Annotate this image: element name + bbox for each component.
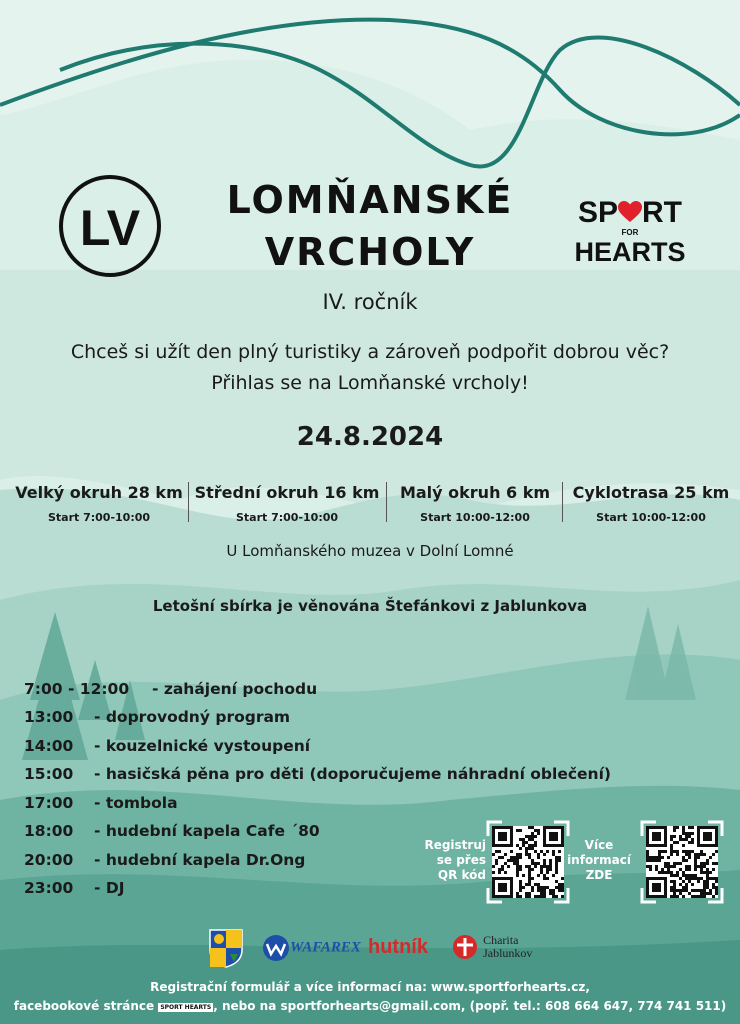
charita-text-2: Jablunkov [483,946,533,960]
route-start: Start 10:00-12:00 [420,511,530,524]
sport-for-hearts-logo [570,198,690,266]
schedule-event: - hasičská pěna pro děti (doporučujeme náhradní oblečení) [94,765,611,783]
qr-info-line: Více [584,838,614,852]
route-name: Střední okruh 16 km [194,483,380,502]
schedule-time: 18:00 [24,822,74,840]
charita-logo [452,934,532,960]
footer-line-2 [0,997,740,1016]
route-cyklo [566,483,736,524]
hutnik-logo: hutník [368,936,428,958]
qr-info-label [560,838,638,883]
sport-logo-hearts: HEARTS [574,237,686,267]
charita-text-1: Charita [483,933,519,947]
qr-register-line: QR kód [437,868,486,882]
lv-logo [58,174,162,278]
charity-collection: Letošní sbírka je věnována Štefánkovi z Jablunkova [152,597,588,615]
footer [0,978,740,1016]
schedule-item [24,708,290,726]
event-title [160,174,580,278]
event-place: U Lomňanského muzea v Dolní Lomné [226,542,514,560]
sport-logo-part-b: RT [642,196,683,229]
wafarex-text: WAFAREX [290,939,361,956]
heart-icon [618,201,642,223]
route-divider [386,482,387,522]
schedule-item [24,680,317,698]
route-velky [14,483,184,524]
schedule-item [24,737,310,755]
route-start: Start 10:00-12:00 [596,511,706,524]
schedule-item [24,794,178,812]
qr-info-line: informací [567,853,631,867]
wafarex-logo [262,934,361,964]
coat-of-arms-icon [208,928,244,968]
schedule-item [24,851,305,869]
route-name: Malý okruh 6 km [399,483,551,502]
schedule-time: 15:00 [24,765,74,783]
footer-line-1: Registrační formulář a více informací na: www.sportforhearts.cz, [150,980,590,994]
schedule-event: - tombola [94,794,178,812]
schedule-event: - kouzelnické vystoupení [94,737,311,755]
qr-register-line: se přes [436,853,486,867]
event-date: 24.8.2024 [296,422,444,452]
schedule-time: 13:00 [24,708,74,726]
route-name: Velký okruh 28 km [15,483,183,502]
schedule-time: 23:00 [24,879,74,897]
route-divider [188,482,189,522]
sport-logo-for: FOR [621,228,639,237]
route-start: Start 7:00-10:00 [47,511,151,524]
route-maly [390,483,560,524]
qr-info-line: ZDE [585,868,613,882]
footer-line-2-a: facebookové stránce [13,999,155,1013]
wafarex-emblem-icon [262,934,290,962]
schedule-event: - hudební kapela Cafe ´80 [94,822,320,840]
title-line-2: VRCHOLY [264,230,476,274]
schedule-item [24,765,611,783]
title-line-1: LOMŇANSKÉ [226,178,514,222]
route-start: Start 7:00-10:00 [235,511,339,524]
lv-logo-text: LV [79,200,141,256]
schedule-event: - DJ [94,879,125,897]
schedule-event: - zahájení pochodu [152,680,318,698]
route-divider [562,482,563,522]
schedule-item [24,879,124,897]
schedule-item [24,822,320,840]
charita-cross-icon [452,934,478,960]
schedule-time: 17:00 [24,794,74,812]
qr-code-register[interactable] [492,826,564,898]
qr-code-info[interactable] [646,826,718,898]
footer-line-2-b: , nebo na sportforhearts@gmail.com, (popř. tel.: 608 664 647, 774 741 511) [213,999,727,1013]
route-stredni [192,483,382,524]
schedule-time: 20:00 [24,851,74,869]
intro-text [0,337,740,399]
schedule-time: 14:00 [24,737,74,755]
intro-line-1: Chceš si užít den plný turistiky a zároveň podpořit dobrou věc? [70,341,670,363]
sport-logo-part-a: SP [577,196,619,229]
schedule-time: 7:00 - 12:00 [24,680,130,698]
qr-register-label [412,838,486,883]
schedule-event: - hudební kapela Dr.Ong [94,851,306,869]
intro-line-2: Přihlas se na Lomňanské vrcholy! [211,372,529,394]
route-name: Cyklotrasa 25 km [572,483,730,502]
qr-register-line: Registruj [424,838,486,852]
edition: IV. ročník [322,290,418,314]
schedule-event: - doprovodný program [94,708,291,726]
footer-sport-logo: SPORT HEARTS [160,1004,212,1011]
